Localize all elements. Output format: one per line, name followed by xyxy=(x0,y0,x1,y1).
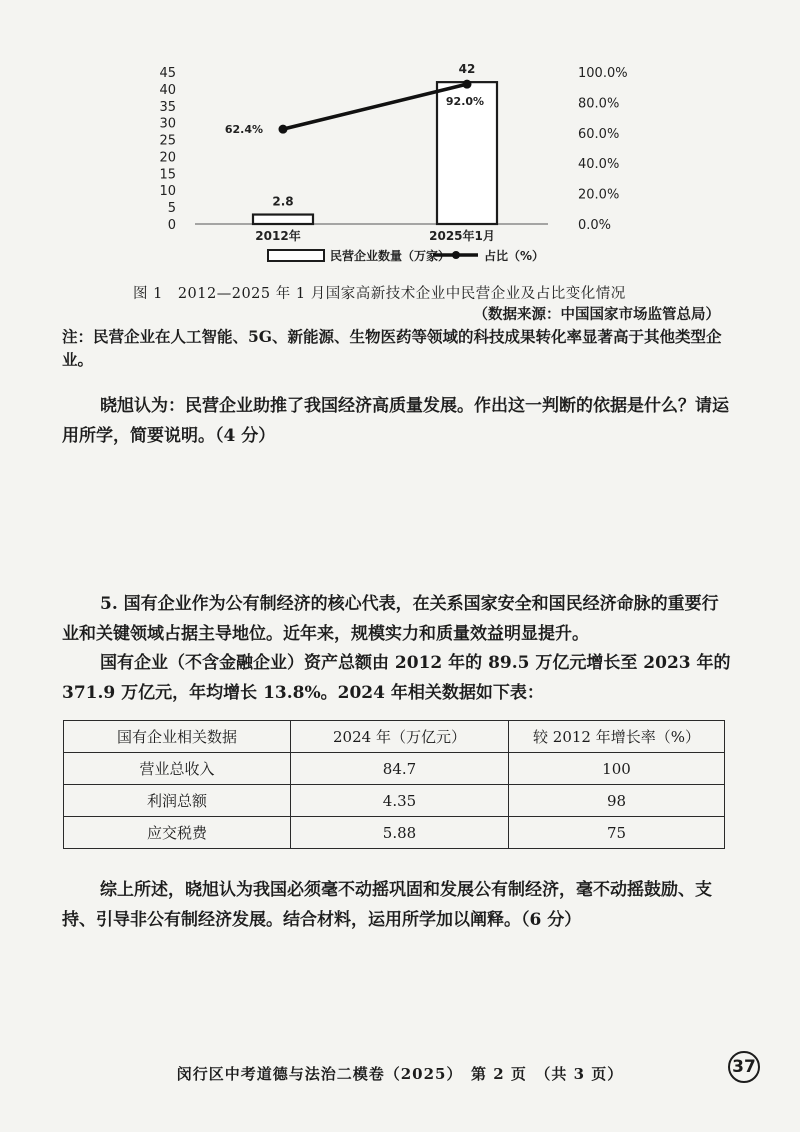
category-labels xyxy=(255,228,495,243)
line-point xyxy=(279,125,288,134)
legend-label: 民营企业数量（万家） xyxy=(330,249,451,263)
y-tick-label: 35 xyxy=(159,99,176,115)
line-point xyxy=(463,80,472,89)
right-axis xyxy=(578,66,628,233)
table-header-row xyxy=(64,721,725,753)
table-cell: 75 xyxy=(509,817,725,849)
category-label: 2012年 xyxy=(255,229,301,243)
y-tick-label: 0 xyxy=(167,218,176,233)
table-header-cell: 2024 年（万亿元） xyxy=(291,721,509,753)
table-cell: 100 xyxy=(509,753,725,785)
y2-tick-label: 100.0% xyxy=(578,66,628,81)
y2-tick-label: 0.0% xyxy=(578,218,612,233)
table-cell: 98 xyxy=(509,785,725,817)
y2-tick-label: 20.0% xyxy=(578,187,620,203)
table-cell: 5.88 xyxy=(291,817,509,849)
y-tick-label: 10 xyxy=(159,184,176,200)
chart-legend xyxy=(268,248,544,263)
table-header-cell: 较 2012 年增长率（%） xyxy=(509,721,725,753)
legend-label: 占比（%） xyxy=(484,249,545,263)
question-5-material: 国有企业（不含金融企业）资产总额由 2012 年的 89.5 万亿元增长至 2023 年的 371.9 万亿元，年均增长 13.8%。2024 年相关数据如下表： xyxy=(62,653,731,703)
bar-data-label: 2.8 xyxy=(272,194,294,209)
table-cell: 利润总额 xyxy=(64,785,291,817)
y2-tick-label: 40.0% xyxy=(578,157,620,173)
category-label: 2025年1月 xyxy=(429,229,495,243)
legend-bar-swatch xyxy=(268,250,324,261)
table-row xyxy=(64,753,725,785)
bar xyxy=(253,215,313,224)
y2-tick-label: 80.0% xyxy=(578,96,620,112)
y-tick-label: 15 xyxy=(159,167,176,183)
chart-figure xyxy=(0,0,800,270)
table-cell: 4.35 xyxy=(291,785,509,817)
line-data-label: 92.0% xyxy=(445,95,485,109)
y-tick-label: 40 xyxy=(159,82,176,98)
y-tick-label: 20 xyxy=(159,150,176,166)
table-row xyxy=(64,817,725,849)
question-4: 晓旭认为：民营企业助推了我国经济高质量发展。作出这一判断的依据是什么？请运用所学，简要说明。（4 分） xyxy=(62,396,729,446)
bar-data-label: 42 xyxy=(458,62,476,77)
y-tick-label: 45 xyxy=(159,66,176,81)
legend-line-marker xyxy=(452,251,460,259)
page-footer: 闵行区中考道德与法治二模卷（2025） 第 2 页 （共 3 页） xyxy=(176,1065,624,1083)
y-tick-label: 5 xyxy=(167,201,176,217)
y-tick-label: 30 xyxy=(159,116,176,132)
figure-note: 注：民营企业在人工智能、5G、新能源、生物医药等领域的科技成果转化率显著高于其他类型企业。 xyxy=(62,327,722,369)
combo-chart xyxy=(0,0,800,270)
table-cell: 应交税费 xyxy=(64,817,291,849)
question-5-intro: 5. 国有企业作为公有制经济的核心代表，在关系国家安全和国民经济命脉的重要行业和关键领域占据主导地位。近年来，规模实力和质量效益明显提升。 xyxy=(62,594,719,644)
line-data-label: 62.4% xyxy=(224,123,263,137)
question-5-prompt: 综上所述，晓旭认为我国必须毫不动摇巩固和发展公有制经济，毫不动摇鼓励、支持、引导非公有制经济发展。结合材料，运用所学加以阐释。（6 分） xyxy=(62,880,712,930)
left-axis xyxy=(159,66,176,233)
y2-tick-label: 60.0% xyxy=(578,126,620,142)
y-tick-label: 25 xyxy=(159,133,176,149)
table-cell: 84.7 xyxy=(291,753,509,785)
figure-caption: 图 1 2012—2025 年 1 月国家高新技术企业中民营企业及占比变化情况 xyxy=(133,286,626,302)
figure-source: （数据来源：中国国家市场监管总局） xyxy=(473,306,720,323)
soe-data-table xyxy=(63,720,725,849)
table-cell: 营业总收入 xyxy=(64,753,291,785)
page-number-badge: 37 xyxy=(728,1051,760,1083)
table-row xyxy=(64,785,725,817)
table-header-cell: 国有企业相关数据 xyxy=(64,721,291,753)
